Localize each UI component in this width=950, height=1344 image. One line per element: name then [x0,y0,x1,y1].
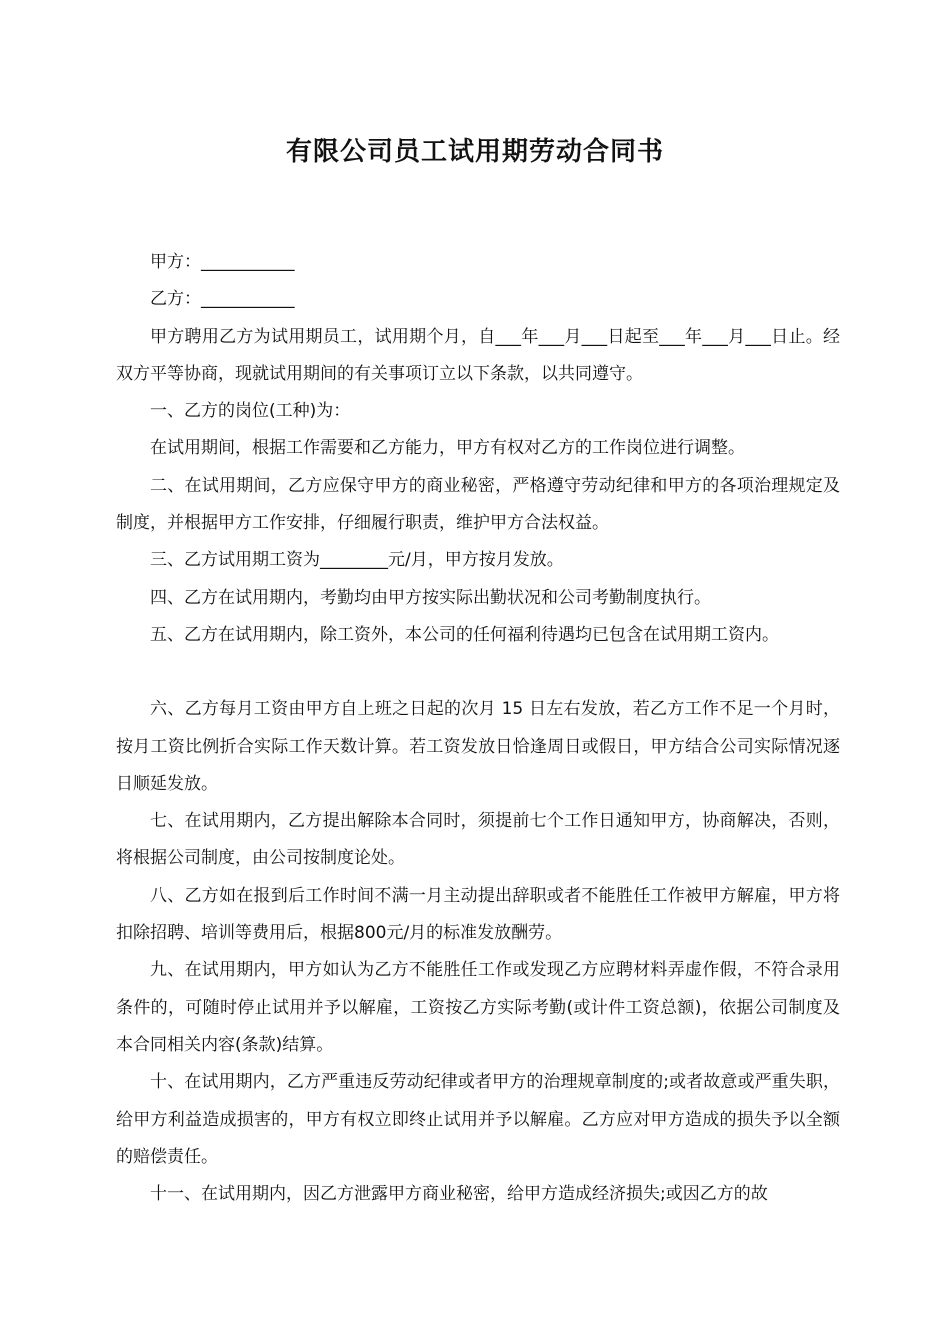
clause-9: 九、在试用期内，甲方如认为乙方不能胜任工作或发现乙方应聘材料弄虚作假，不符合录用条件的，可随时停止试用并予以解雇，工资按乙方实际考勤(或计件工资总额)，依据公司制度及本合同相关内容(条款)结算。 [116,960,840,1055]
party-a-line: 甲方：___________ [150,252,295,272]
clause-5: 五、乙方在试用期内，除工资外，本公司的任何福利待遇均已包含在试用期工资内。 [150,624,779,645]
clause-7: 七、在试用期内，乙方提出解除本合同时，须提前七个工作日通知甲方，协商解决，否则，将根据公司制度，由公司按制度论处。 [116,811,840,869]
clause-3: 三、乙方试用期工资为________元/月，甲方按月发放。 [150,550,564,571]
clause-6: 六、乙方每月工资由甲方自上班之日起的次月 15 日左右发放，若乙方工作不足一个月时，按月工资比例折合实际工作天数计算。若工资发放日恰逢周日或假日，甲方结合公司实际情况逐日顺延发放。 [116,699,840,794]
clause-2: 二、在试用期间，乙方应保守甲方的商业秘密，严格遵守劳动纪律和甲方的各项治理规定及制度，并根据甲方工作安排，仔细履行职责，维护甲方合法权益。 [116,475,840,534]
party-b-line: 乙方：___________ [150,289,295,310]
clause-10: 十、在试用期内，乙方严重违反劳动纪律或者甲方的治理规章制度的;或者故意或严重失职，给甲方利益造成损害的，甲方有权立即终止试用并予以解雇。乙方应对甲方造成的损失予以全额的赔偿责任。 [116,1072,840,1167]
document-title: 有限公司员工试用期劳动合同书 [285,137,664,167]
clause-1: 一、乙方的岗位(工种)为： [150,401,351,422]
clause-8: 八、乙方如在报到后工作时间不满一月主动提出辞职或者不能胜任工作被甲方解雇，甲方将扣除招聘、培训等费用后，根据800元/月的标准发放酬劳。 [116,885,840,944]
clause-4: 四、乙方在试用期内，考勤均由甲方按实际出勤状况和公司考勤制度执行。 [150,587,711,608]
preamble-paragraph: 甲方聘用乙方为试用期员工，试用期个月，自___年___月___日起至___年___月___日止。经双方平等协商，现就试用期间的有关事项订立以下条款，以共同遵守。 [116,326,840,384]
document-body [116,244,840,1213]
clause-1-detail: 在试用期间，根据工作需要和乙方能力，甲方有权对乙方的工作岗位进行调整。 [150,438,745,459]
clause-11: 十一、在试用期内，因乙方泄露甲方商业秘密，给甲方造成经济损失;或因乙方的故 [150,1184,768,1205]
